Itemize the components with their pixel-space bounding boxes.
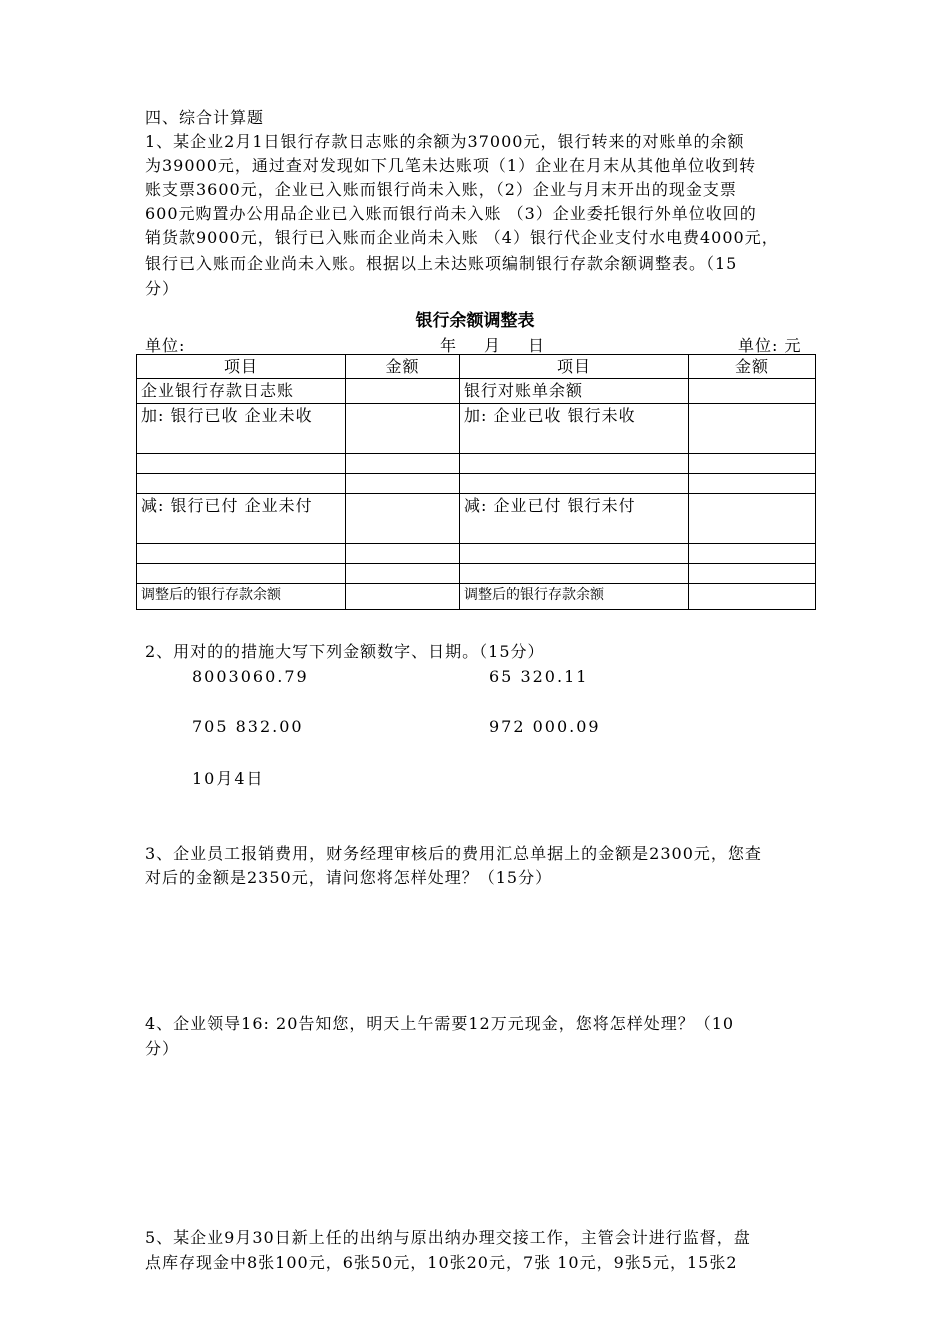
cell-item (137, 454, 346, 474)
cell-amount (346, 564, 460, 584)
cell-item (137, 544, 346, 564)
cell-amount (346, 379, 460, 404)
cell-item: 加: 企业已收 银行未收 (460, 404, 689, 454)
unit-left-label: 单位: (145, 336, 186, 355)
q1-line: 600元购置办公用品企业已入账而银行尚未入账 （3）企业委托银行外单位收回的 (145, 204, 757, 223)
cell-item (460, 454, 689, 474)
cell-amount (689, 454, 816, 474)
cell-item: 调整后的银行存款余额 (137, 584, 346, 610)
section-title: 四、综合计算题 (145, 108, 265, 127)
cell-amount (689, 564, 816, 584)
cell-amount (689, 584, 816, 610)
date-label: 年 月 日 (440, 336, 551, 355)
cell-amount (689, 544, 816, 564)
reconciliation-table (136, 354, 816, 610)
table-title: 银行余额调整表 (415, 311, 535, 331)
cell-amount (346, 454, 460, 474)
q2-prompt: 2、用对的的措施大写下列金额数字、日期。（15分） (145, 642, 545, 661)
cell-amount (689, 474, 816, 494)
table-header-row (137, 355, 816, 379)
cell-amount (346, 404, 460, 454)
cell-amount (346, 584, 460, 610)
cell-item: 减: 银行已付 企业未付 (137, 494, 346, 544)
q5-line: 5、某企业9月30日新上任的出纳与原出纳办理交接工作，主管会计进行监督，盘 (145, 1228, 751, 1247)
q2-item: 705 832.00 (192, 717, 304, 736)
cell-item: 调整后的银行存款余额 (460, 584, 689, 610)
cell-item: 银行对账单余额 (460, 379, 689, 404)
unit-right-label: 单位: 元 (738, 336, 802, 355)
cell-item: 减: 企业已付 银行未付 (460, 494, 689, 544)
cell-amount (689, 404, 816, 454)
cell-amount (346, 474, 460, 494)
table-row (137, 544, 816, 564)
q4-line: 分） (145, 1039, 180, 1058)
q1-line: 销货款9000元，银行已入账而企业尚未入账 （4）银行代企业支付水电费4000元， (145, 228, 779, 247)
table-row (137, 474, 816, 494)
table-row (137, 584, 816, 610)
cell-item: 企业银行存款日志账 (137, 379, 346, 404)
cell-item (460, 474, 689, 494)
q2-item: 65 320.11 (489, 667, 589, 686)
table-row (137, 564, 816, 584)
q2-item: 8003060.79 (192, 667, 309, 686)
cell-item: 加: 银行已收 企业未收 (137, 404, 346, 454)
cell-item (137, 564, 346, 584)
q1-line: 银行已入账而企业尚未入账。根据以上未达账项编制银行存款余额调整表。（15 (145, 254, 738, 273)
table-row (137, 494, 816, 544)
header-item: 项目 (137, 355, 346, 379)
cell-item (137, 474, 346, 494)
q1-line: 账支票3600元，企业已入账而银行尚未入账，（2）企业与月末开出的现金支票 (145, 180, 737, 199)
table-row (137, 454, 816, 474)
cell-item (460, 544, 689, 564)
cell-amount (689, 494, 816, 544)
header-amount: 金额 (346, 355, 460, 379)
header-amount: 金额 (689, 355, 816, 379)
q4-line: 4、企业领导16: 20告知您，明天上午需要12万元现金，您将怎样处理？（10 (145, 1014, 735, 1033)
q3-line: 3、企业员工报销费用，财务经理审核后的费用汇总单据上的金额是2300元，您查 (145, 844, 762, 863)
q3-line: 对后的金额是2350元，请问您将怎样处理？（15分） (145, 868, 553, 887)
cell-amount (346, 544, 460, 564)
cell-item (460, 564, 689, 584)
q1-line: 为39000元，通过查对发现如下几笔未达账项（1）企业在月末从其他单位收到转 (145, 156, 757, 175)
q2-item: 10月4日 (192, 769, 265, 788)
table-row (137, 404, 816, 454)
q1-line: 1、某企业2月1日银行存款日志账的余额为37000元，银行转来的对账单的余额 (145, 132, 745, 151)
header-item: 项目 (460, 355, 689, 379)
cell-amount (346, 494, 460, 544)
q5-line: 点库存现金中8张100元，6张50元，10张20元，7张 10元，9张5元，15张2 (145, 1253, 738, 1272)
table-row (137, 379, 816, 404)
q2-item: 972 000.09 (489, 717, 601, 736)
cell-amount (689, 379, 816, 404)
q1-line: 分） (145, 279, 180, 298)
